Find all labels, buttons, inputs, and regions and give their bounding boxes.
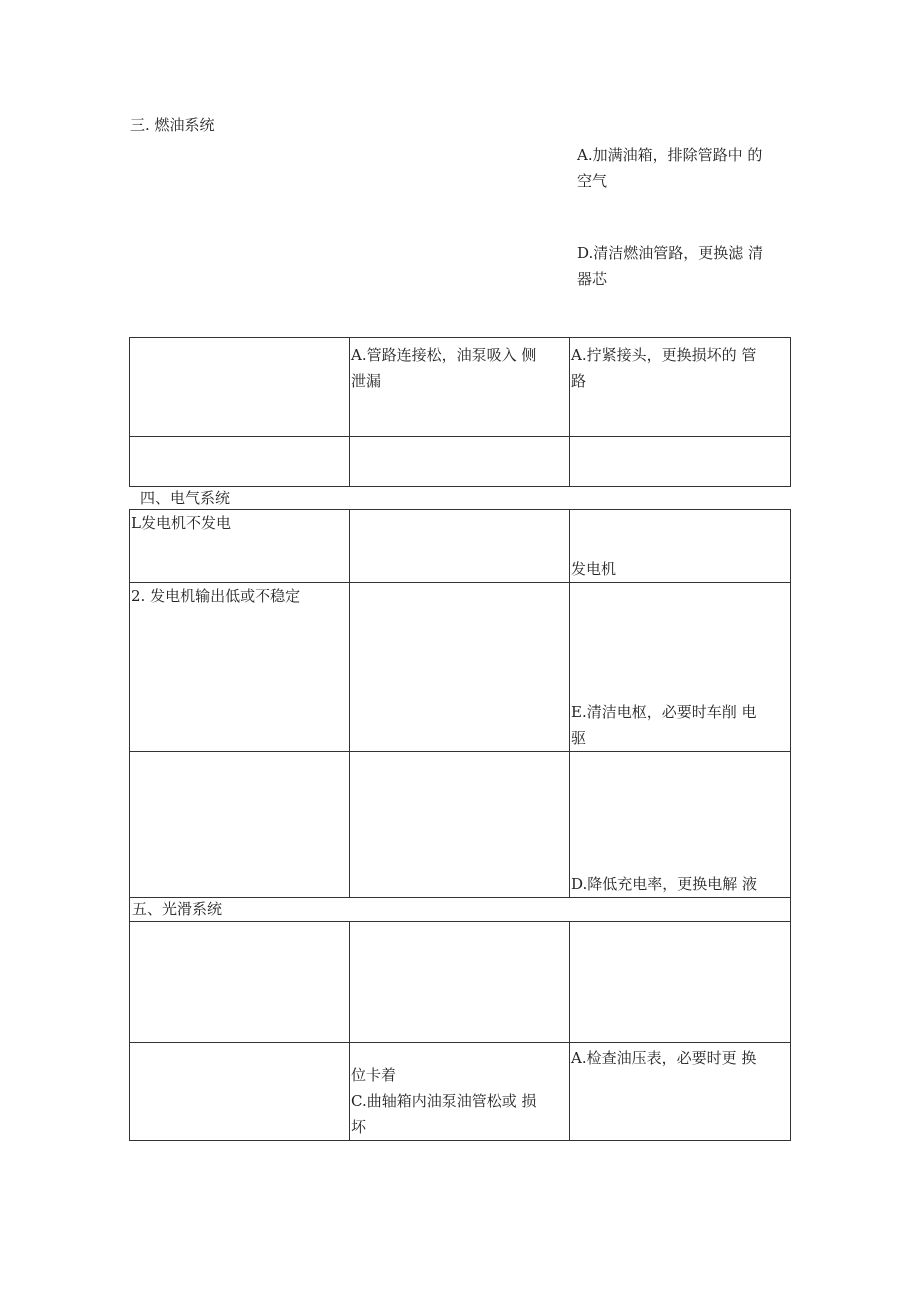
- table-cell: [350, 510, 570, 583]
- cell-line: A.管路连接松，油泵吸入 侧: [351, 346, 537, 364]
- fuel-note-1: [577, 142, 762, 194]
- table-row: [130, 510, 791, 583]
- table-cell: [350, 437, 570, 487]
- table-cell: [350, 583, 570, 752]
- table-cell: [130, 1043, 350, 1141]
- fuel-note-1-line-2: 空气: [577, 172, 608, 190]
- table-row: [130, 583, 791, 752]
- table-cell: [130, 922, 350, 1043]
- table-cell: [130, 898, 791, 922]
- table-row: [130, 437, 791, 487]
- table-cell: [130, 752, 350, 898]
- table-cell: [570, 752, 791, 898]
- table-cell: [570, 1043, 791, 1141]
- electrical-table: [129, 509, 791, 1141]
- table-row: [130, 922, 791, 1043]
- table-cell: [350, 752, 570, 898]
- fuel-note-2: [577, 240, 763, 292]
- fuel-table: [129, 337, 791, 487]
- table-row: [130, 752, 791, 898]
- cell-line: 驱: [571, 729, 587, 747]
- cell-line: A.检查油压表，必要时更 换: [571, 1049, 757, 1067]
- table-cell: [130, 583, 350, 752]
- cell-line: 路: [571, 372, 587, 390]
- section-3-heading: 三. 燃油系统: [130, 116, 215, 134]
- cell-line: C.曲轴箱内油泵油管松或 损: [351, 1092, 537, 1110]
- table-cell: [130, 510, 350, 583]
- cell-line: 位卡着: [351, 1066, 397, 1084]
- section-4-heading: 四、电气系统: [140, 489, 231, 507]
- table-cell: [130, 437, 350, 487]
- fuel-note-1-line-1: A.加满油箱，排除管路中 的: [577, 146, 763, 164]
- cell-line: 坏: [351, 1118, 367, 1136]
- cell-line: 发电机: [571, 560, 617, 578]
- table-cell: [350, 338, 570, 437]
- table-cell: [570, 510, 791, 583]
- fuel-note-2-line-2: 器芯: [577, 270, 608, 288]
- table-cell: [130, 338, 350, 437]
- table-cell: [350, 922, 570, 1043]
- cell-line: E.清洁电枢，必要时车削 电: [571, 703, 757, 721]
- cell-line: 2. 发电机输出低或不稳定: [131, 587, 301, 605]
- table-row: [130, 898, 791, 922]
- cell-line: D.降低充电率，更换电解 液: [571, 875, 758, 893]
- fuel-note-2-line-1: D.清洁燃油管路，更换滤 清: [577, 244, 764, 262]
- table-row: [130, 338, 791, 437]
- table-cell: [570, 583, 791, 752]
- cell-line: L发电机不发电: [131, 514, 231, 532]
- cell-line: 泄漏: [351, 372, 382, 390]
- table-cell: [570, 338, 791, 437]
- table-row: [130, 1043, 791, 1141]
- section-5-heading: 五、光滑系统: [132, 900, 223, 918]
- cell-line: A.拧紧接头，更换损坏的 管: [571, 346, 757, 364]
- table-cell: [570, 922, 791, 1043]
- table-cell: [570, 437, 791, 487]
- table-cell: [350, 1043, 570, 1141]
